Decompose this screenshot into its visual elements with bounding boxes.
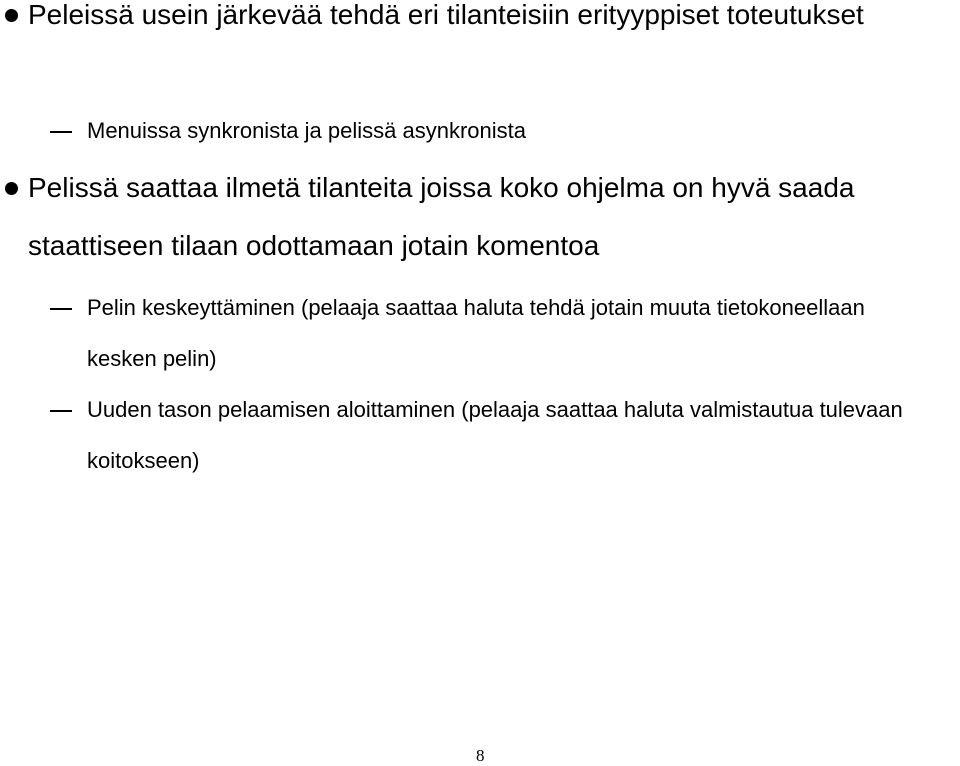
bullet-dot-icon: [5, 9, 18, 22]
bullet-text: Pelissä saattaa ilmetä tilanteita joissa koko ohjelma on hyvä saada staattiseen tilaan odottamaan jotain komentoa: [28, 172, 855, 261]
sub-bullet-text: Uuden tason pelaamisen aloittaminen (pelaaja saattaa haluta valmistautua tulevaan koitokseen): [87, 397, 903, 473]
dash-icon: [50, 410, 72, 412]
bullet-text: Peleissä usein järkevää tehdä eri tilanteisiin erityyppiset toteutukset: [28, 0, 864, 30]
bullet-item-2: [28, 159, 948, 275]
dash-icon: [50, 131, 72, 133]
bullet-item-1: [28, 0, 948, 44]
sub-bullet-item-2: [87, 282, 937, 384]
sub-bullet-text: Pelin keskeyttäminen (pelaaja saattaa haluta tehdä jotain muuta tietokoneellaan kesken pelin): [87, 295, 865, 371]
bullet-dot-icon: [5, 182, 18, 195]
sub-bullet-item-3: [87, 384, 937, 486]
dash-icon: [50, 308, 72, 310]
sub-bullet-text: Menuissa synkronista ja pelissä asynkronista: [87, 118, 526, 143]
sub-bullet-item-1: [87, 105, 937, 156]
page-number: 8: [476, 746, 485, 765]
